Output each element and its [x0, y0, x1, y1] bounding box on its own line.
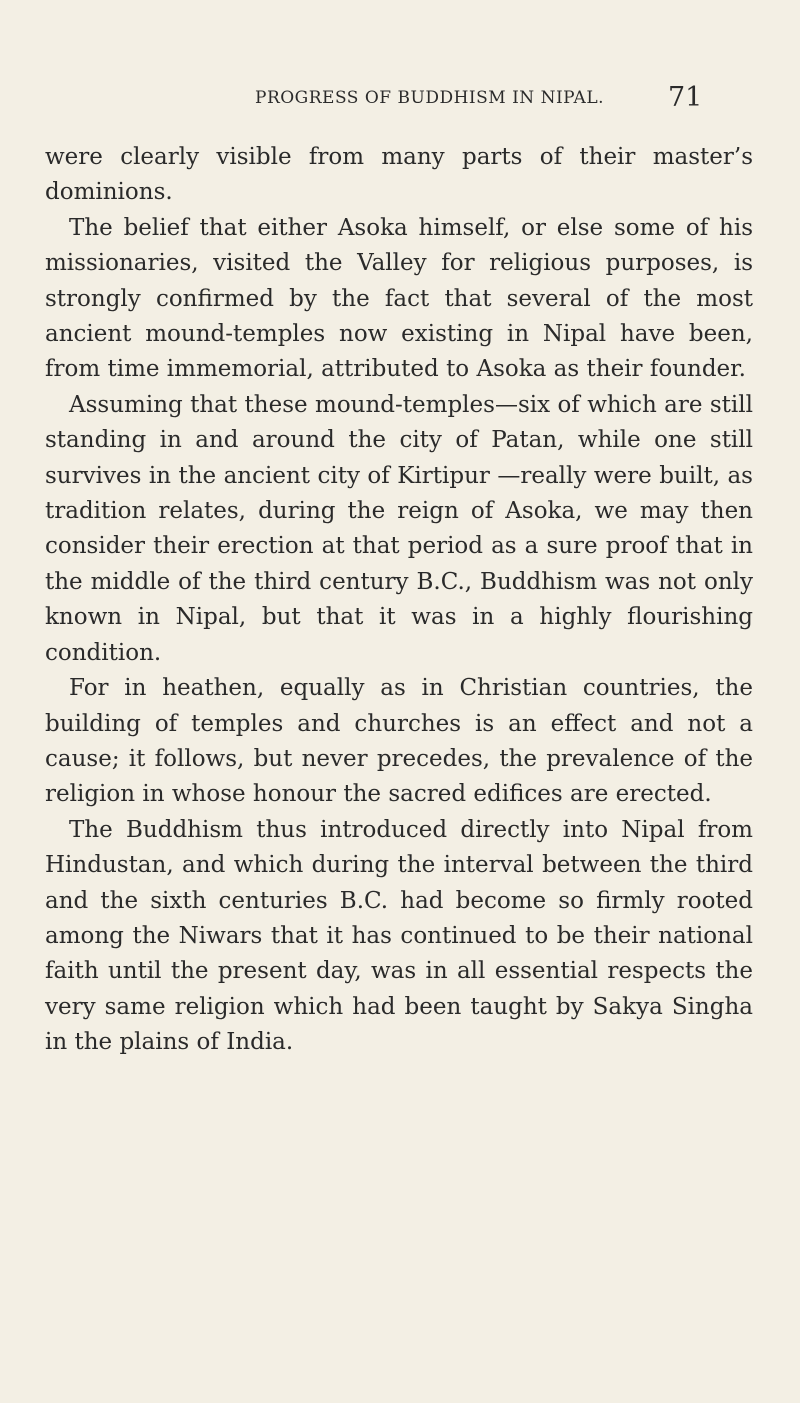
paragraph-buddhism-niwars: The Buddhism thus introduced directly into Nipal from Hindustan, and which during the interval between the third and the sixth centuries B.C. had become so firmly rooted among the Niwars that it has continued to be their national faith until the present day, was in all essential respects the very same religion which had been taught by Sakya Singha in the plains of India.	[45, 816, 753, 1056]
paragraph-temples-effect: For in heathen, equally as in Christian countries, the building of temples and churches is an effect and not a cause; it follows, but never precedes, the prevalence of the religion in whose honour the sacred edifices are erected.	[45, 675, 753, 808]
page-number: 71	[668, 82, 703, 113]
body-text	[45, 140, 753, 1061]
paragraph-mound-temples: Assuming that these mound-temples—six of which are still standing in and around the city of Patan, while one still survives in the ancient city of Kirtipur —really were built, as tradition relates, during the reign of Asoka, we may then consider their erection at that period as a sure proof that in the middle of the third century B.C., Buddhism was not only known in Nipal, but that it was in a highly flourishing condition.	[45, 391, 753, 666]
running-head	[0, 82, 800, 122]
paragraph-asoka-belief: The belief that either Asoka himself, or else some of his missionaries, visited the Valley for religious purposes, is strongly confirmed by the fact that several of the most ancient mound-temples now existing in Nipal have been, from time immemorial, attributed to Asoka as their founder.	[45, 214, 753, 383]
paragraph-continuation: were clearly visible from many parts of their master’s dominions.	[45, 144, 753, 206]
running-title: PROGRESS OF BUDDHISM IN NIPAL.	[255, 88, 605, 108]
